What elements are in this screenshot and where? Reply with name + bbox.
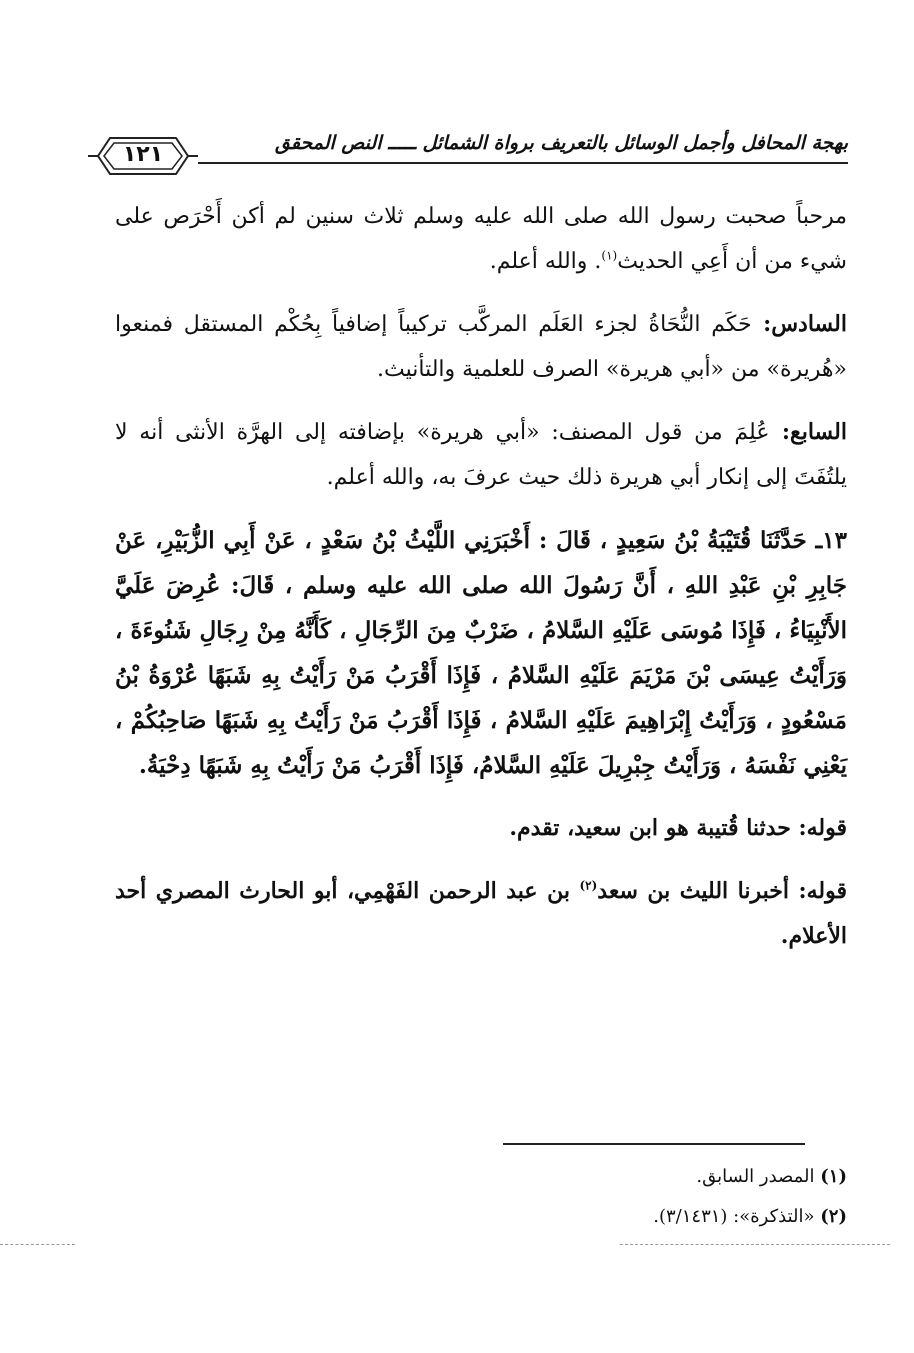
footnote-1 <box>400 1163 847 1191</box>
footnote-text: «التذكرة»: (٣/١٤٣١). <box>653 1206 821 1227</box>
comment-layth <box>115 869 847 959</box>
footnote-2 <box>400 1203 847 1231</box>
paragraph-lead: السابع: <box>769 419 847 445</box>
comment-qutayba <box>115 806 847 851</box>
paragraph-lead: قوله: <box>790 815 847 841</box>
scan-artifact <box>620 1244 890 1245</box>
paragraph-text: حَكَم النُّحَاةُ لجزء العَلَم المركَّب تركيباً إضافياً بِحُكْم المستقل فمنعوا «هُريرة» من «أبي هريرة» الصرف للعلمية والتأنيث. <box>115 312 847 382</box>
page-header <box>88 128 848 186</box>
page-number-badge <box>88 128 198 184</box>
scan-artifact <box>0 1244 75 1245</box>
paragraph-text: أخبرنا الليث بن سعد <box>597 878 789 904</box>
footnote-text: المصدر السابق. <box>696 1166 821 1187</box>
running-header-title: بهجة المحافل وأجمل الوسائل بالتعريف برواة الشمائل ـــــ النص المحقق <box>275 132 848 154</box>
footnote-number: (١) <box>820 1166 847 1187</box>
page-number: ١٢١ <box>122 142 164 167</box>
hadith-13 <box>115 518 847 788</box>
paragraph-lead: السادس: <box>751 311 847 337</box>
paragraph-text: عُلِمَ من قول المصنف: «أبي هريرة» بإضافته إلى الهرَّة الأنثى أنه لا يلتُفَتَ إلى إنكار أبي هريرة ذلك حيث عرفَ به، والله أعلم. <box>115 420 847 490</box>
main-text <box>115 194 847 977</box>
footnote-number: (٢) <box>820 1206 847 1227</box>
footnotes <box>400 1163 847 1243</box>
paragraph-1-text: مرحباً صحبت رسول الله صلى الله عليه وسلم ثلاث سنين لم أكن أَحْرَص على شيء من أن أَعِي الحديث <box>115 204 847 274</box>
footnote-ref-2: (٢) <box>579 878 598 893</box>
paragraph-lead: قوله: <box>788 878 847 904</box>
footnote-ref-1: (١) <box>601 248 618 263</box>
paragraph-1 <box>115 194 847 284</box>
paragraph-tail: بن عبد الرحمن الفَهْمِي، أبو الحارث المصري أحد الأعلام. <box>115 878 847 949</box>
footnote-separator <box>503 1143 805 1145</box>
paragraph-1-tail: . والله أعلم. <box>489 249 602 274</box>
paragraph-seventh <box>115 410 847 500</box>
header-rule <box>198 162 848 164</box>
paragraph-text: حدثنا قُتيبة هو ابن سعيد، تقدم. <box>509 815 791 841</box>
paragraph-sixth <box>115 302 847 392</box>
hadith-text: ١٣ـ حَدَّثَنَا قُتَيْبَةُ بْنُ سَعِيدٍ ، قَالَ : أَخْبَرَنِي اللَّيْثُ بْنُ سَعْدٍ ، عَنْ أَبِي الزُّبَيْرِ، عَنْ جَابِرِ بْنِ عَبْدِ اللهِ ، أَنَّ رَسُولَ الله صلى الله عليه وسلم ، قَالَ: عُرِضَ عَلَيَّ الأَنْبِيَاءُ ، فَإِذَا مُوسَى عَلَيْهِ السَّلامُ ، ضَرْبٌ مِنَ الرِّجَالِ ، كَأَنَّهُ مِنْ رِجَالِ شَنُوءَةَ ، وَرَأَيْتُ عِيسَى بْنَ مَرْيَمَ عَلَيْهِ السَّلامُ ، فَإِذَا أَقْرَبُ مَنْ رَأَيْتُ بِهِ شَبَهًا عُرْوَةُ بْنُ مَسْعُودٍ ، وَرَأَيْتُ إِبْرَاهِيمَ عَلَيْهِ السَّلامُ ، فَإِذَا أَقْرَبُ مَنْ رَأَيْتُ بِهِ شَبَهًا صَاحِبُكُمْ ، يَعْنِي نَفْسَهُ ، وَرَأَيْتُ جِبْرِيلَ عَلَيْهِ السَّلامُ، فَإِذَا أَقْرَبُ مَنْ رَأَيْتُ بِهِ شَبَهًا دِحْيَةُ. <box>115 527 847 779</box>
